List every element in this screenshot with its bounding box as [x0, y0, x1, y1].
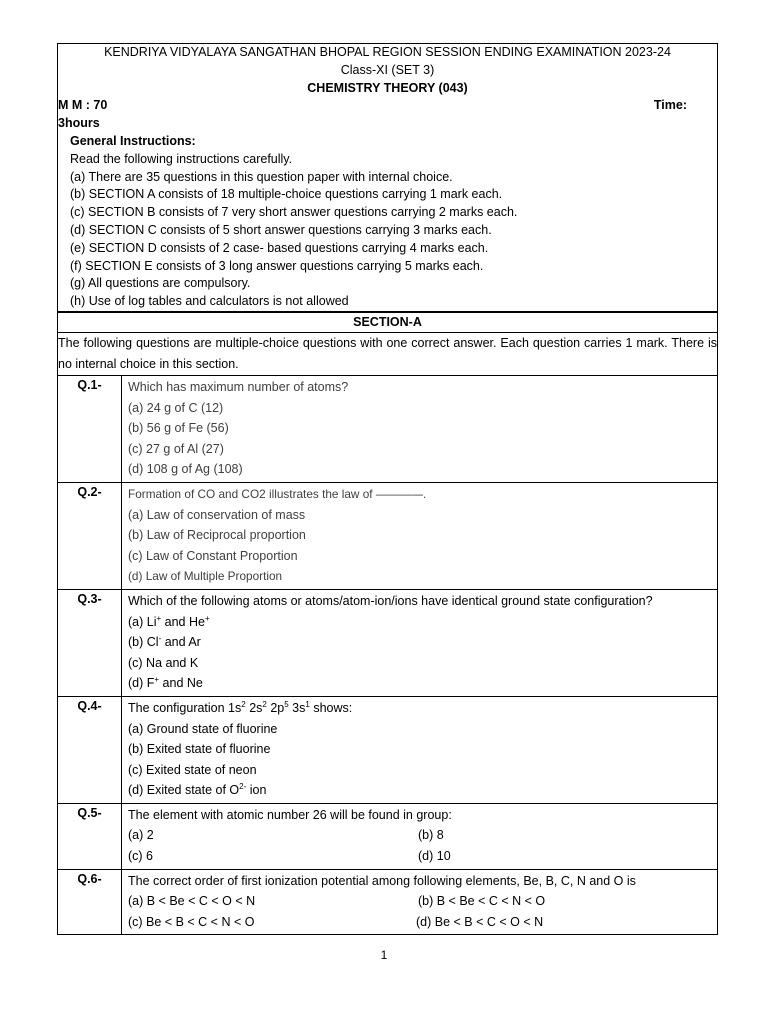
- exam-title: KENDRIYA VIDYALAYA SANGATHAN BHOPAL REGION SESSION ENDING EXAMINATION 2023-24: [104, 45, 671, 59]
- option: (c) 27 g of Al (27): [128, 441, 224, 456]
- instructions-title: General Instructions:: [70, 133, 196, 148]
- subject-title: CHEMISTRY THEORY (043): [307, 80, 468, 95]
- page-number: 1: [380, 948, 388, 962]
- question-body: [122, 803, 718, 869]
- instruction-item: (f) SECTION E consists of 3 long answer questions carrying 5 marks each.: [70, 258, 484, 273]
- question-body: [122, 869, 718, 935]
- option-pair: [128, 891, 711, 912]
- question-text: The element with atomic number 26 will be found in group:: [128, 807, 452, 822]
- option: (c) Law of Constant Proportion: [128, 548, 298, 563]
- option: (a) Li+ and He+: [128, 613, 210, 629]
- option: (d) 108 g of Ag (108): [128, 462, 243, 477]
- instruction-item: (b) SECTION A consists of 18 multiple-choice questions carrying 1 mark each.: [70, 187, 503, 202]
- option: (b) Exited state of fluorine: [128, 742, 271, 757]
- option: (b) Cl- and Ar: [128, 633, 201, 650]
- question-text: Which has maximum number of atoms?: [128, 380, 349, 394]
- instruction-item: (d) SECTION C consists of 5 short answer questions carrying 3 marks each.: [70, 222, 492, 237]
- marks-time-row: [58, 97, 717, 115]
- question-text: Formation of CO and CO2 illustrates the law of ————.: [128, 486, 427, 501]
- instruction-item: (c) SECTION B consists of 7 very short answer questions carrying 2 marks each.: [70, 205, 518, 220]
- option: (d) Law of Multiple Proportion: [128, 569, 283, 584]
- question-row: [58, 696, 718, 803]
- question-row: [58, 589, 718, 696]
- option: (d) Be < B < C < O < N: [416, 914, 544, 929]
- option: (c) Be < B < C < N < O: [128, 914, 255, 929]
- class-set: Class-XI (SET 3): [340, 62, 435, 77]
- instruction-item: Read the following instructions carefully.: [70, 151, 293, 166]
- question-number: Q.4-: [58, 696, 122, 803]
- question-text: Which of the following atoms or atoms/atom-ion/ions have identical ground state configuration?: [128, 593, 653, 608]
- general-instructions: [58, 133, 717, 311]
- instruction-item: (e) SECTION D consists of 2 case- based questions carrying 4 marks each.: [70, 240, 489, 255]
- option: (a) 24 g of C (12): [128, 400, 224, 415]
- question-body: [122, 376, 718, 483]
- question-row: [58, 482, 718, 589]
- question-row: [58, 376, 718, 483]
- question-row: [58, 869, 718, 935]
- option: (d) F+ and Ne: [128, 675, 203, 691]
- instruction-item: (g) All questions are compulsory.: [70, 276, 251, 291]
- option: (c) Exited state of neon: [128, 762, 257, 777]
- section-a-table: [57, 312, 718, 935]
- option: (b) Law of Reciprocal proportion: [128, 528, 306, 543]
- question-text: The configuration $1s^2$ $2s^2$ $2p^5$ $3s^1$ shows:: [128, 699, 353, 715]
- option: (a) Ground state of fluorine: [128, 721, 278, 736]
- question-body: [122, 589, 718, 696]
- option: (d) Exited state of $O^{2-}$ ion: [128, 782, 267, 798]
- option: (b) B < Be < C < N < O: [418, 894, 546, 909]
- section-a-intro: The following questions are multiple-choice questions with one correct answer. Each question carries 1 mark. There is no internal choice in this section.: [58, 333, 718, 376]
- section-a-title: SECTION-A: [58, 313, 718, 333]
- question-body: [122, 482, 718, 589]
- option: (b) 8: [418, 828, 444, 843]
- instruction-item: (a) There are 35 questions in this question paper with internal choice.: [70, 169, 453, 184]
- max-marks: M M : 70: [58, 98, 108, 113]
- question-number: Q.3-: [58, 589, 122, 696]
- question-number: Q.5-: [58, 803, 122, 869]
- question-text: The correct order of first ionization potential among following elements, Be, B, C, N and O is: [128, 873, 636, 888]
- question-number: Q.2-: [58, 482, 122, 589]
- question-body: [122, 696, 718, 803]
- instruction-item: (h) Use of log tables and calculators is not allowed: [70, 294, 349, 309]
- question-row: [58, 803, 718, 869]
- question-number: Q.6-: [58, 869, 122, 935]
- option-pair: [128, 912, 711, 933]
- question-number: Q.1-: [58, 376, 122, 483]
- option: (a) B < Be < C < O < N: [128, 894, 256, 909]
- question-paper-table: [57, 43, 718, 312]
- paper-header: [58, 44, 718, 312]
- option: (c) Na and K: [128, 655, 199, 670]
- option: (a) Law of conservation of mass: [128, 507, 306, 522]
- time-label: Time:: [653, 98, 687, 113]
- option-pair: [128, 846, 711, 867]
- option: (b) 56 g of Fe (56): [128, 421, 229, 436]
- option-pair: [128, 825, 711, 846]
- time-value: 3hours: [58, 116, 100, 131]
- option: (a) 2: [128, 828, 154, 843]
- option: (c) 6: [128, 849, 153, 864]
- option: (d) 10: [418, 849, 451, 864]
